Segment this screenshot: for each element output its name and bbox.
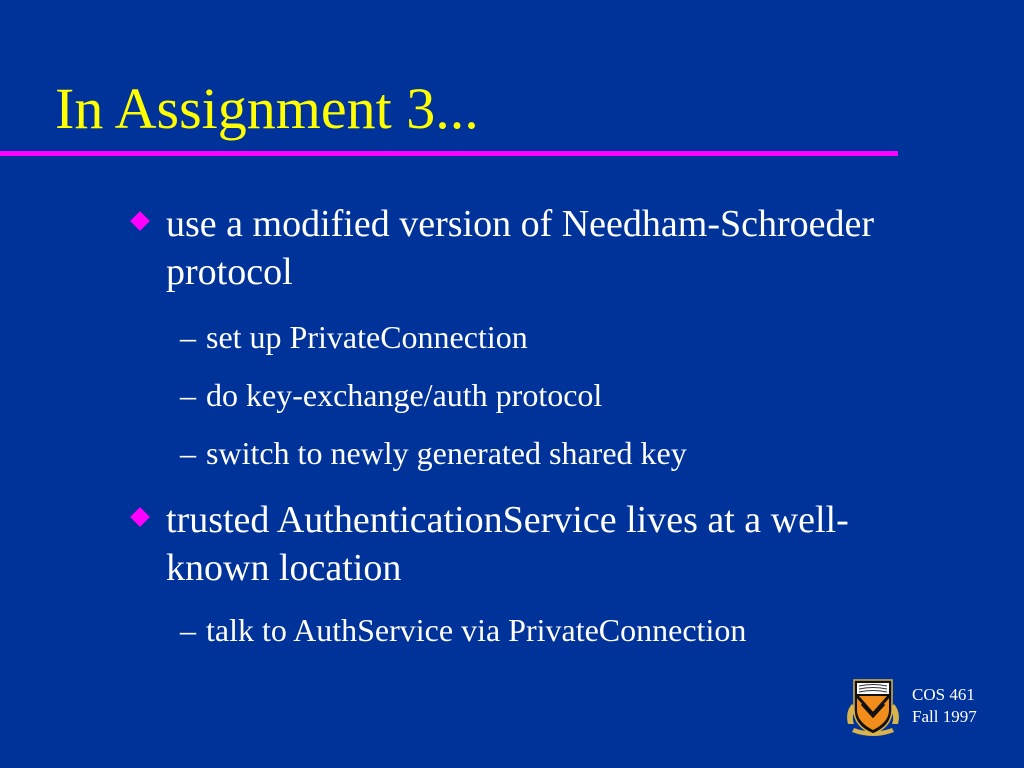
sub-item [180,435,687,471]
diamond-bullet-icon [130,211,150,231]
sub-item-text: talk to AuthService via PrivateConnection [206,612,747,648]
dash-marker: – [180,377,196,413]
sub-item [180,612,746,648]
bullet-text: trusted AuthenticationService lives at a well-known location [166,499,849,589]
footer-term: Fall 1997 [912,707,977,726]
bullet-text: use a modified version of Needham-Schroeder protocol [166,203,875,293]
slide-title: In Assignment 3... [55,76,479,141]
sub-item-text: set up PrivateConnection [206,319,528,355]
bullet-item [128,200,908,296]
sub-item [180,377,602,413]
dash-marker: – [180,612,196,648]
dash-marker: – [180,319,196,355]
footer-course: COS 461 [912,685,975,704]
bullet-item [128,496,908,592]
dash-marker: – [180,435,196,471]
title-divider [0,151,898,156]
sub-item [180,319,528,355]
sub-item-text: do key-exchange/auth protocol [206,377,603,413]
sub-item-text: switch to newly generated shared key [206,435,687,471]
footer [912,684,977,728]
princeton-shield-seal-icon [842,674,904,742]
diamond-bullet-icon [130,507,150,527]
